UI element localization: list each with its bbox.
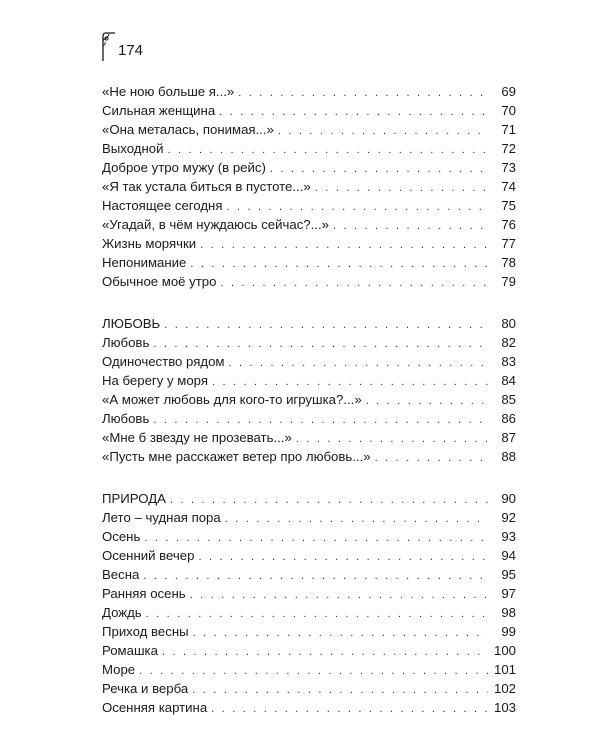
dot-leader — [375, 449, 488, 468]
toc-entry-title: Речка и верба — [102, 681, 189, 696]
toc-entry-page: 103 — [493, 700, 516, 715]
toc-entry-page: 80 — [501, 316, 516, 331]
dot-leader — [164, 316, 488, 335]
toc-entry-title: Приход весны — [102, 624, 189, 639]
toc-entry — [102, 546, 516, 565]
toc-entry-page: 86 — [501, 411, 516, 426]
toc-entry-title: Лето – чудная пора — [102, 510, 221, 525]
toc-entry-title: «А может любовь для кого-то игрушка?...» — [102, 392, 362, 407]
toc-entry — [102, 82, 516, 101]
toc-entry-page: 75 — [501, 198, 516, 213]
toc-entry-page: 76 — [501, 217, 516, 232]
toc-entry-page: 95 — [501, 567, 516, 582]
toc-entry-page: 82 — [501, 335, 516, 350]
toc-entry-page: 93 — [501, 529, 516, 544]
toc-entry — [102, 253, 516, 272]
dot-leader — [278, 122, 488, 141]
toc-entry-page: 71 — [501, 122, 516, 137]
toc-entry-page: 85 — [501, 392, 516, 407]
dot-leader — [315, 179, 488, 198]
toc-entry — [102, 158, 516, 177]
toc-entry — [102, 333, 516, 352]
toc-entry-title: Любовь — [102, 411, 150, 426]
toc-entry — [102, 603, 516, 622]
toc-entry-title: «Я так устала биться в пустоте...» — [102, 179, 311, 194]
toc-entry-page: 101 — [493, 662, 516, 677]
toc-entry — [102, 101, 516, 120]
toc-entry — [102, 390, 516, 409]
toc-entry — [102, 489, 516, 508]
toc-entry-page: 69 — [501, 84, 516, 99]
toc-entry — [102, 177, 516, 196]
dot-leader — [192, 681, 488, 700]
toc-entry — [102, 371, 516, 390]
toc-entry — [102, 660, 516, 679]
toc-entry-title: На берегу у моря — [102, 373, 208, 388]
dot-leader — [228, 354, 488, 373]
toc-entry-page: 102 — [493, 681, 516, 696]
table-of-contents — [102, 82, 516, 717]
toc-entry-page: 87 — [501, 430, 516, 445]
dot-leader — [190, 586, 488, 605]
toc-entry-page: 70 — [501, 103, 516, 118]
toc-entry-title: Сильная женщина — [102, 103, 216, 118]
toc-entry — [102, 196, 516, 215]
dot-leader — [143, 567, 488, 586]
dot-leader — [193, 624, 488, 643]
corner-ornament-icon — [100, 30, 116, 62]
toc-entry-title: Обычное моё утро — [102, 274, 217, 289]
toc-entry-title: Одиночество рядом — [102, 354, 225, 369]
toc-entry-page: 73 — [501, 160, 516, 175]
toc-entry-title: Жизнь морячки — [102, 236, 197, 251]
toc-section — [102, 489, 516, 717]
toc-entry-title: Выходной — [102, 141, 164, 156]
dot-leader — [366, 392, 488, 411]
dot-leader — [220, 274, 488, 293]
toc-entry-title: «Мне б звезду не прозевать...» — [102, 430, 292, 445]
toc-entry — [102, 447, 516, 466]
toc-section — [102, 82, 516, 291]
dot-leader — [162, 643, 488, 662]
toc-entry-title: «Пусть мне расскажет ветер про любовь...» — [102, 449, 371, 464]
page-number: 174 — [118, 42, 144, 59]
toc-entry-page: 90 — [501, 491, 516, 506]
toc-entry-title: «Она металась, понимая...» — [102, 122, 274, 137]
toc-entry-title: ЛЮБОВЬ — [102, 316, 161, 331]
toc-entry-page: 100 — [493, 643, 516, 658]
toc-entry-page: 74 — [501, 179, 516, 194]
dot-leader — [200, 236, 488, 255]
toc-entry — [102, 641, 516, 660]
dot-leader — [211, 700, 488, 719]
toc-entry-title: Дождь — [102, 605, 142, 620]
toc-entry-page: 83 — [501, 354, 516, 369]
toc-entry-page: 99 — [501, 624, 516, 639]
toc-entry-title: Осенний вечер — [102, 548, 195, 563]
toc-entry — [102, 234, 516, 253]
toc-entry — [102, 409, 516, 428]
toc-entry-page: 78 — [501, 255, 516, 270]
toc-entry-title: Непонимание — [102, 255, 187, 270]
toc-entry-title: Осень — [102, 529, 141, 544]
toc-entry — [102, 352, 516, 371]
toc-entry-title: «Угадай, в чём нуждаюсь сейчас?...» — [102, 217, 329, 232]
toc-entry-page: 97 — [501, 586, 516, 601]
dot-leader — [198, 548, 488, 567]
toc-entry — [102, 508, 516, 527]
toc-entry-page: 84 — [501, 373, 516, 388]
toc-entry-title: Осенняя картина — [102, 700, 208, 715]
toc-entry — [102, 527, 516, 546]
toc-entry-title: Любовь — [102, 335, 150, 350]
toc-entry — [102, 584, 516, 603]
toc-entry — [102, 314, 516, 333]
toc-entry — [102, 622, 516, 641]
dot-leader — [146, 605, 488, 624]
toc-entry — [102, 679, 516, 698]
dot-leader — [190, 255, 488, 274]
toc-entry — [102, 565, 516, 584]
toc-entry-page: 79 — [501, 274, 516, 289]
toc-entry-title: Ранняя осень — [102, 586, 186, 601]
toc-entry — [102, 428, 516, 447]
toc-entry-page: 88 — [501, 449, 516, 464]
toc-entry — [102, 698, 516, 717]
dot-leader — [225, 510, 488, 529]
toc-entry-page: 72 — [501, 141, 516, 156]
toc-entry — [102, 215, 516, 234]
toc-entry — [102, 272, 516, 291]
toc-entry-page: 94 — [501, 548, 516, 563]
toc-entry-title: Весна — [102, 567, 140, 582]
toc-entry-title: «Не ною больше я...» — [102, 84, 235, 99]
toc-entry-page: 92 — [501, 510, 516, 525]
dot-leader — [238, 84, 488, 103]
dot-leader — [333, 217, 488, 236]
toc-entry-title: Море — [102, 662, 136, 677]
toc-entry-title: Настоящее сегодня — [102, 198, 223, 213]
toc-entry-title: Доброе утро мужу (в рейс) — [102, 160, 266, 175]
toc-entry-page: 77 — [501, 236, 516, 251]
toc-section — [102, 314, 516, 466]
toc-entry-title: Ромашка — [102, 643, 158, 658]
toc-entry-title: ПРИРОДА — [102, 491, 166, 506]
toc-entry — [102, 139, 516, 158]
toc-entry-page: 98 — [501, 605, 516, 620]
toc-entry — [102, 120, 516, 139]
page-header — [100, 28, 143, 62]
